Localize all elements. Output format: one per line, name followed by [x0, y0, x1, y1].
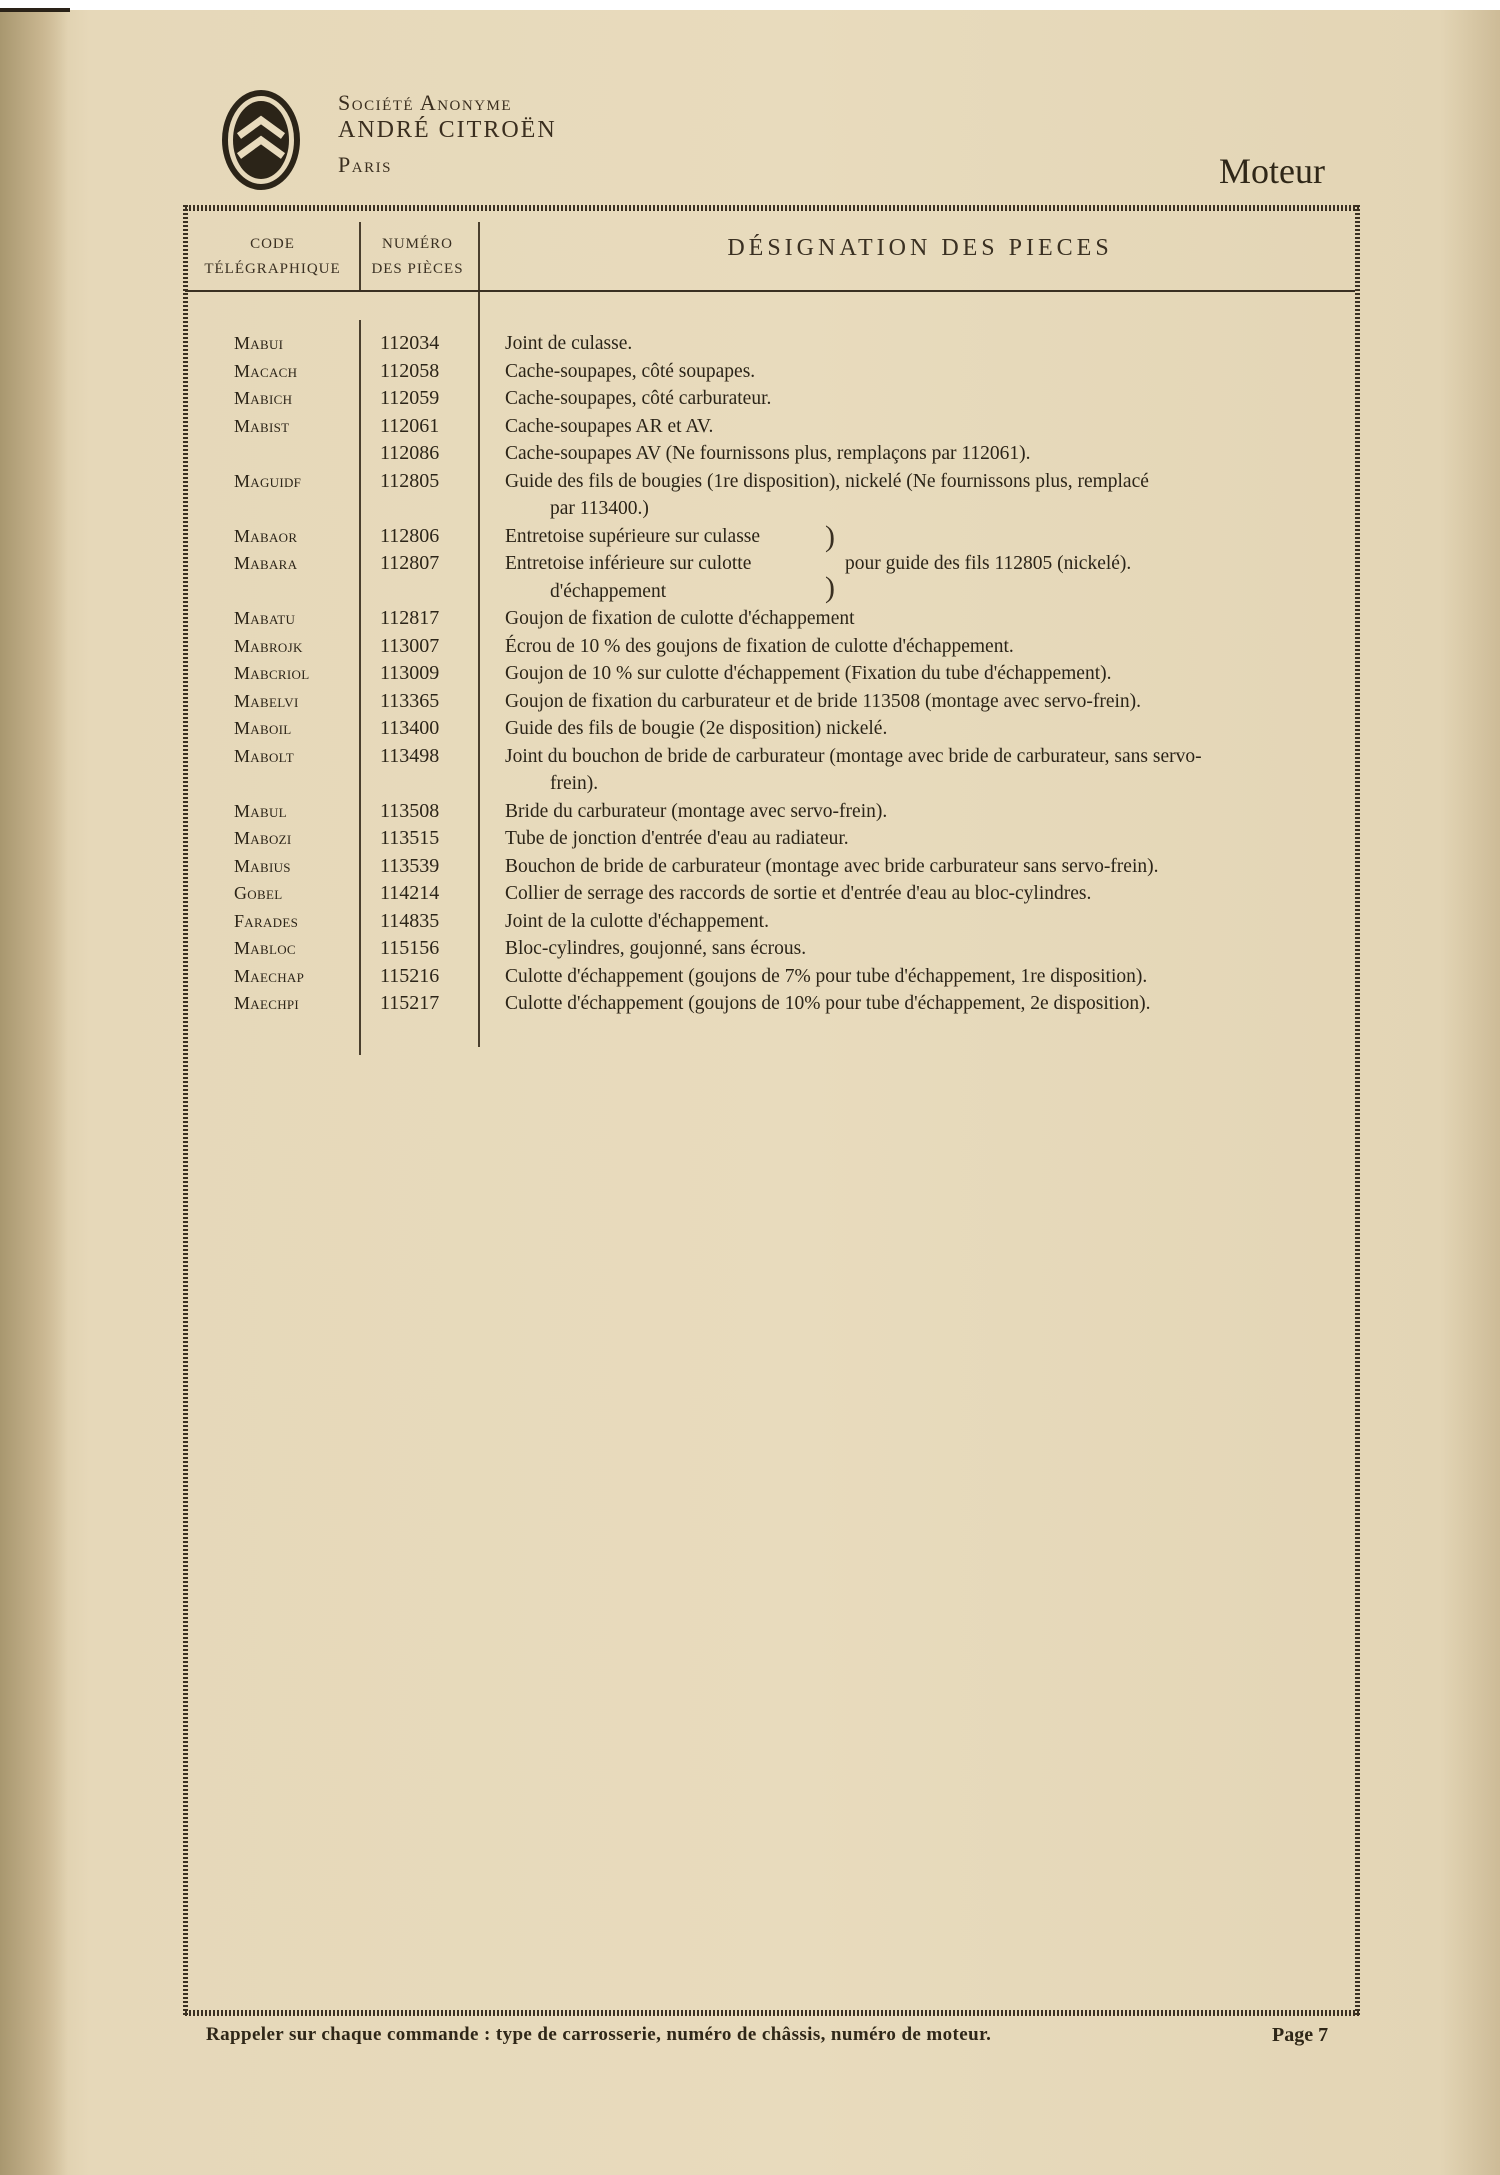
brace-bottom: )	[825, 571, 835, 604]
column-header-code-line1: CODE	[250, 236, 295, 252]
footer-order-note: Rappeler sur chaque commande : type de carrosserie, numéro de châssis, numéro de moteur.	[206, 2024, 992, 2045]
part-designation: Goujon de fixation de culotte d'échappement	[505, 608, 855, 629]
part-number: 113400	[380, 717, 440, 739]
telegraphic-code: Mabich	[234, 388, 293, 408]
company-city: Paris	[338, 152, 392, 177]
part-designation: Cache-soupapes, côté carburateur.	[505, 388, 772, 409]
column-header-code	[190, 232, 355, 282]
part-designation	[505, 743, 1335, 798]
table-row	[0, 853, 1500, 881]
telegraphic-code: Mabui	[234, 333, 284, 353]
part-designation: Tube de jonction d'entrée d'eau au radiateur.	[505, 828, 849, 849]
telegraphic-code: Mabcriol	[234, 663, 310, 683]
part-number: 113498	[380, 744, 440, 767]
telegraphic-code: Mabist	[234, 415, 290, 436]
book-spine-shadow	[0, 0, 68, 2175]
telegraphic-code: Mabius	[234, 855, 291, 876]
part-number: 113007	[380, 634, 440, 657]
column-header-number-line2: DES PIÈCES	[371, 261, 464, 277]
part-designation-text: Entretoise inférieure sur culotte	[505, 553, 752, 574]
part-designation: Bouchon de bride de carburateur (montage avec bride carburateur sans servo-frein).	[505, 855, 1159, 877]
part-number: 113515	[380, 827, 440, 849]
part-number: 112805	[380, 469, 440, 492]
table-row	[0, 825, 1500, 853]
part-number: 112806	[380, 524, 440, 547]
table-row	[0, 385, 1500, 413]
part-number: 115156	[380, 937, 440, 959]
part-designation: Goujon de fixation du carburateur et de bride 113508 (montage avec servo-frein).	[505, 690, 1142, 712]
part-designation: Bride du carburateur (montage avec servo-frein).	[505, 800, 888, 822]
table-row	[0, 935, 1500, 963]
table-row	[0, 605, 1500, 633]
brace-top: )	[825, 519, 835, 553]
telegraphic-code: Mabatu	[234, 608, 296, 628]
part-number: 112086	[380, 442, 440, 464]
brace-group-note: pour guide des fils 112805 (nickelé).	[845, 553, 1132, 574]
table-row	[0, 330, 1500, 358]
part-designation: Goujon de 10 % sur culotte d'échappement (Fixation du tube d'échappement).	[505, 663, 1112, 684]
part-designation: Cache-soupapes AR et AV.	[505, 415, 714, 437]
part-designation	[505, 468, 1335, 523]
corner-mark	[0, 8, 70, 12]
column-divider	[359, 222, 361, 292]
telegraphic-code: Macach	[234, 360, 298, 381]
part-designation: Cache-soupapes AV (Ne fournissons plus, remplaçons par 112061).	[505, 443, 1031, 464]
header-underline	[185, 290, 1355, 292]
table-row	[0, 519, 1500, 553]
part-designation: Joint de la culotte d'échappement.	[505, 910, 769, 932]
ruled-border-bottom	[185, 2010, 1360, 2016]
telegraphic-code: Maechpi	[234, 993, 300, 1013]
table-row	[0, 440, 1500, 468]
part-number: 112058	[380, 359, 440, 382]
part-number: 114835	[380, 909, 440, 932]
part-designation: Collier de serrage des raccords de sortie et d'entrée d'eau au bloc-cylindres.	[505, 883, 1092, 904]
company-name-line2: ANDRÉ CITROËN	[338, 117, 557, 143]
part-number: 113508	[380, 799, 440, 822]
part-number: 112807	[380, 552, 440, 574]
part-number: 115217	[380, 992, 440, 1014]
telegraphic-code: Mabul	[234, 800, 287, 821]
telegraphic-code: Mabrojk	[234, 635, 303, 656]
part-designation: Culotte d'échappement (goujons de 7% pour tube d'échappement, 1re disposition).	[505, 965, 1148, 987]
part-designation-continuation: frein).	[550, 773, 599, 794]
telegraphic-code: Mabara	[234, 553, 298, 573]
table-row	[0, 468, 1500, 523]
table-row	[0, 550, 1500, 605]
telegraphic-code: Mabolt	[234, 745, 294, 766]
telegraphic-code: Maboil	[234, 718, 292, 738]
part-number: 112817	[380, 607, 440, 629]
telegraphic-code: Mabelvi	[234, 690, 299, 711]
part-number: 114214	[380, 882, 440, 904]
table-row	[0, 688, 1500, 716]
table-row	[0, 358, 1500, 386]
part-designation: Entretoise supérieure sur culasse	[505, 525, 761, 547]
part-number: 112034	[380, 332, 440, 354]
part-designation-text: Guide des fils de bougies (1re disposition), nickelé (Ne fournissons plus, remplacé	[505, 470, 1149, 492]
page-number: Page 7	[1272, 2024, 1329, 2046]
page-top-edge	[0, 0, 1500, 10]
part-number: 113539	[380, 854, 440, 877]
part-number: 112059	[380, 387, 440, 409]
telegraphic-code: Farades	[234, 910, 299, 931]
part-number: 112061	[380, 414, 440, 437]
table-row	[0, 660, 1500, 688]
column-header-designation: DÉSIGNATION DES PIECES	[727, 235, 1113, 261]
part-number: 115216	[380, 964, 440, 987]
table-row	[0, 413, 1500, 441]
part-designation-continuation: d'échappement	[550, 580, 667, 602]
part-designation: Bloc-cylindres, goujonné, sans écrous.	[505, 938, 807, 959]
telegraphic-code: Maechap	[234, 965, 305, 986]
table-row	[0, 908, 1500, 936]
telegraphic-code: Mabaor	[234, 525, 298, 546]
table-row	[0, 743, 1500, 798]
column-header-number-line1: NUMÉRO	[381, 236, 453, 252]
column-header-number	[360, 232, 475, 282]
part-designation: Guide des fils de bougie (2e disposition) nickelé.	[505, 718, 888, 739]
section-title: Moteur	[1219, 151, 1325, 191]
ruled-border-top	[185, 205, 1360, 211]
company-name-line1: Société Anonyme	[338, 90, 513, 115]
column-header-code-line2: TÉLÉGRAPHIQUE	[204, 261, 341, 277]
table-row	[0, 798, 1500, 826]
table-row	[0, 963, 1500, 991]
part-designation: Joint de culasse.	[505, 333, 633, 354]
part-designation: Écrou de 10 % des goujons de fixation de culotte d'échappement.	[505, 635, 1014, 657]
table-row	[0, 715, 1500, 743]
part-designation: Cache-soupapes, côté soupapes.	[505, 360, 756, 382]
part-number: 113009	[380, 662, 440, 684]
table-row	[0, 990, 1500, 1018]
part-designation-continuation: par 113400.)	[550, 498, 649, 519]
telegraphic-code: Gobel	[234, 883, 283, 903]
citroen-double-chevron-icon	[222, 90, 300, 190]
part-designation-text: Joint du bouchon de bride de carburateur (montage avec bride de carburateur, sans servo-	[505, 745, 1202, 767]
telegraphic-code: Mabozi	[234, 828, 292, 848]
table-row	[0, 633, 1500, 661]
table-row	[0, 880, 1500, 908]
telegraphic-code: Mabloc	[234, 938, 296, 958]
part-designation: Culotte d'échappement (goujons de 10% pour tube d'échappement, 2e disposition).	[505, 993, 1151, 1014]
parts-table	[0, 330, 1500, 1018]
telegraphic-code: Maguidf	[234, 470, 302, 491]
part-number: 113365	[380, 689, 440, 712]
